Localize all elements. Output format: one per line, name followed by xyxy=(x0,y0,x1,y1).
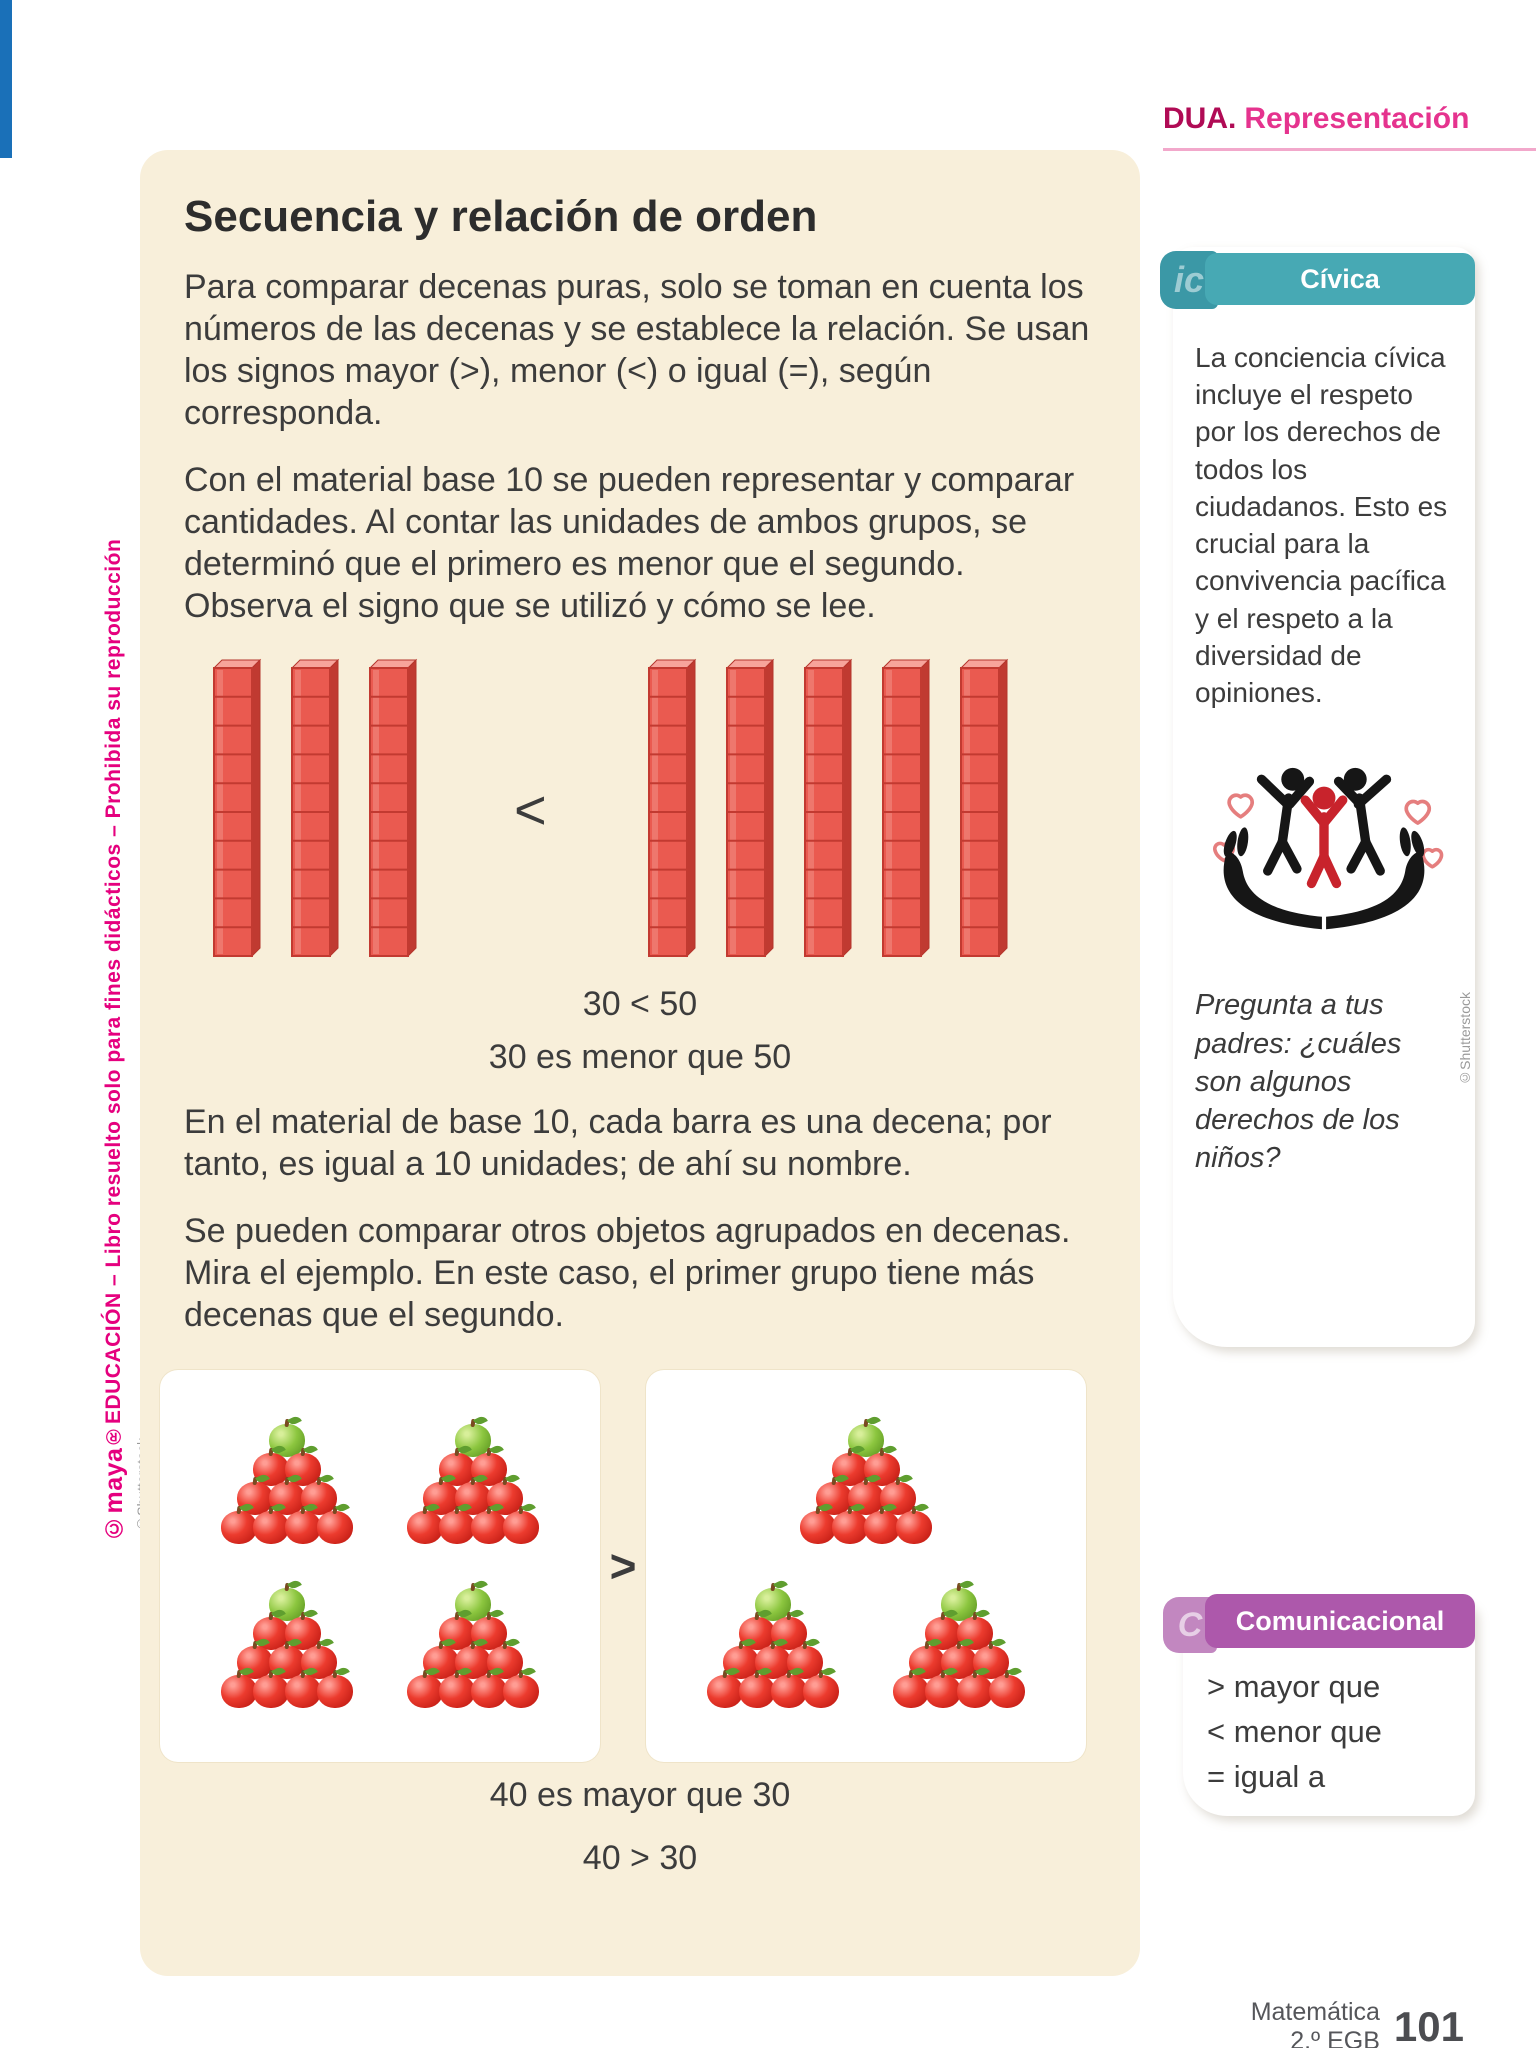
red-apple xyxy=(439,1511,475,1544)
page-footer xyxy=(1251,1998,1464,2048)
red-apple xyxy=(285,1511,321,1544)
equation-40-30-reading: 40 es mayor que 30 xyxy=(489,1776,791,1815)
less-than-symbol: < xyxy=(514,777,547,841)
apple-pyramid xyxy=(709,1588,837,1708)
equation-40-30: 40 > 30 xyxy=(582,1839,698,1878)
greater-than-symbol: > xyxy=(609,1540,637,1593)
apples-figure xyxy=(160,1370,1096,1762)
base10-bar xyxy=(877,658,931,960)
red-apple xyxy=(407,1511,443,1544)
red-apple xyxy=(471,1675,507,1708)
base10-bar xyxy=(208,658,262,960)
lesson-title: Secuencia y relación de orden xyxy=(184,192,818,241)
civica-shutterstock-credit: ©Shutterstock xyxy=(1457,992,1473,1086)
symbol-definition-mayor: > mayor que xyxy=(1207,1669,1381,1704)
red-apple xyxy=(253,1675,289,1708)
red-apple xyxy=(800,1511,836,1544)
base10-bar xyxy=(286,658,340,960)
red-apple xyxy=(221,1675,257,1708)
symbol-definition-igual: = igual a xyxy=(1207,1758,1326,1794)
bars-group-left xyxy=(208,658,418,960)
red-apple xyxy=(707,1675,743,1708)
red-apple xyxy=(771,1675,807,1708)
apple-box-left xyxy=(160,1370,600,1762)
base10-bar xyxy=(799,658,853,960)
base10-bar xyxy=(955,658,1009,960)
red-apple xyxy=(471,1511,507,1544)
dua-header xyxy=(1163,102,1536,151)
apple-pyramid xyxy=(223,1424,351,1544)
apple-pyramid xyxy=(802,1424,930,1544)
lesson-content xyxy=(140,150,1140,1976)
red-apple xyxy=(989,1675,1025,1708)
red-apple xyxy=(439,1675,475,1708)
footer-grade: 2.º EGB xyxy=(1290,2026,1380,2048)
bars-group-right xyxy=(643,658,1009,960)
civica-question: Pregunta a tus padres: ¿cuáles son algunos derechos de los niños? xyxy=(1195,989,1402,1175)
red-apple xyxy=(893,1675,929,1708)
footer-subject: Matemática xyxy=(1250,1998,1380,2026)
base10-bar xyxy=(364,658,418,960)
paragraph-4: Se pueden comparar otros objetos agrupados en decenas. Mira el ejemplo. En este caso, el primer grupo tiene más decenas que el segundo. xyxy=(184,1211,1071,1334)
equation-30-50-reading: 30 es menor que 50 xyxy=(488,1038,792,1077)
maya-logo: ©maya xyxy=(100,1447,128,1542)
apple-pyramid xyxy=(409,1424,537,1544)
pyramid-row-group xyxy=(650,1424,1082,1544)
apple-pyramid xyxy=(223,1588,351,1708)
comunicacional-badge: Comunicacional xyxy=(1205,1594,1475,1648)
civica-body: La conciencia cívica incluye el respeto por los derechos de todos los ciudadanos. Esto es crucial para la convivencia pacífica y el respeto a la diversidad de opiniones. xyxy=(1195,342,1448,709)
civic-hands-illustration xyxy=(1199,727,1449,972)
pyramid-row-group xyxy=(164,1588,596,1708)
base10-bar xyxy=(643,658,697,960)
base10-bar xyxy=(721,658,775,960)
maya-brand: ®EDUCACIÓN xyxy=(102,1292,125,1448)
red-apple xyxy=(803,1675,839,1708)
red-apple xyxy=(739,1675,775,1708)
symbol-definition-menor: < menor que xyxy=(1207,1713,1382,1749)
red-apple xyxy=(285,1675,321,1708)
red-apple xyxy=(503,1675,539,1708)
base10-figure xyxy=(184,657,1096,961)
red-apple xyxy=(925,1675,961,1708)
paragraph-3: En el material de base 10, cada barra es una decena; por tanto, es igual a 10 unidades; de ahí su nombre. xyxy=(184,1103,1052,1184)
red-apple xyxy=(864,1511,900,1544)
red-apple xyxy=(832,1511,868,1544)
red-apple xyxy=(957,1675,993,1708)
paragraph-1: Para comparar decenas puras, solo se toman en cuenta los números de las decenas y se establece la relación. Se usan los signos mayor (>), menor (<) o igual (=), según corresponda. xyxy=(184,268,1090,433)
civica-card xyxy=(1173,247,1475,1347)
side-copyright xyxy=(100,528,129,1542)
pyramid-row-group xyxy=(650,1588,1082,1708)
red-apple xyxy=(317,1511,353,1544)
civica-badge: Cívica xyxy=(1205,253,1475,305)
dua-label: DUA. xyxy=(1163,102,1237,135)
apple-pyramid xyxy=(895,1588,1023,1708)
dua-value: Representación xyxy=(1244,102,1470,135)
apple-pyramid xyxy=(409,1588,537,1708)
equation-30-50: 30 < 50 xyxy=(582,985,698,1024)
apple-box-right xyxy=(646,1370,1086,1762)
red-apple xyxy=(253,1511,289,1544)
page-number: 101 xyxy=(1393,2002,1464,2048)
paragraph-2: Con el material base 10 se pueden representar y comparar cantidades. Al contar las unidades de ambos grupos, se determinó que el primero es menor que el segundo. Observa el signo que se utilizó y cómo se lee. xyxy=(184,460,1075,626)
page-edge-bar xyxy=(0,0,12,158)
red-apple xyxy=(503,1511,539,1544)
red-apple xyxy=(221,1511,257,1544)
red-apple xyxy=(317,1675,353,1708)
pyramid-row-group xyxy=(164,1424,596,1544)
red-apple xyxy=(407,1675,443,1708)
red-apple xyxy=(896,1511,932,1544)
civica-tab-icon: ic xyxy=(1160,251,1218,309)
copyright-text: – Libro resuelto solo para fines didácticos – Prohibida su reproducción xyxy=(102,538,125,1293)
comunicacional-tab-icon: C xyxy=(1163,1597,1217,1653)
